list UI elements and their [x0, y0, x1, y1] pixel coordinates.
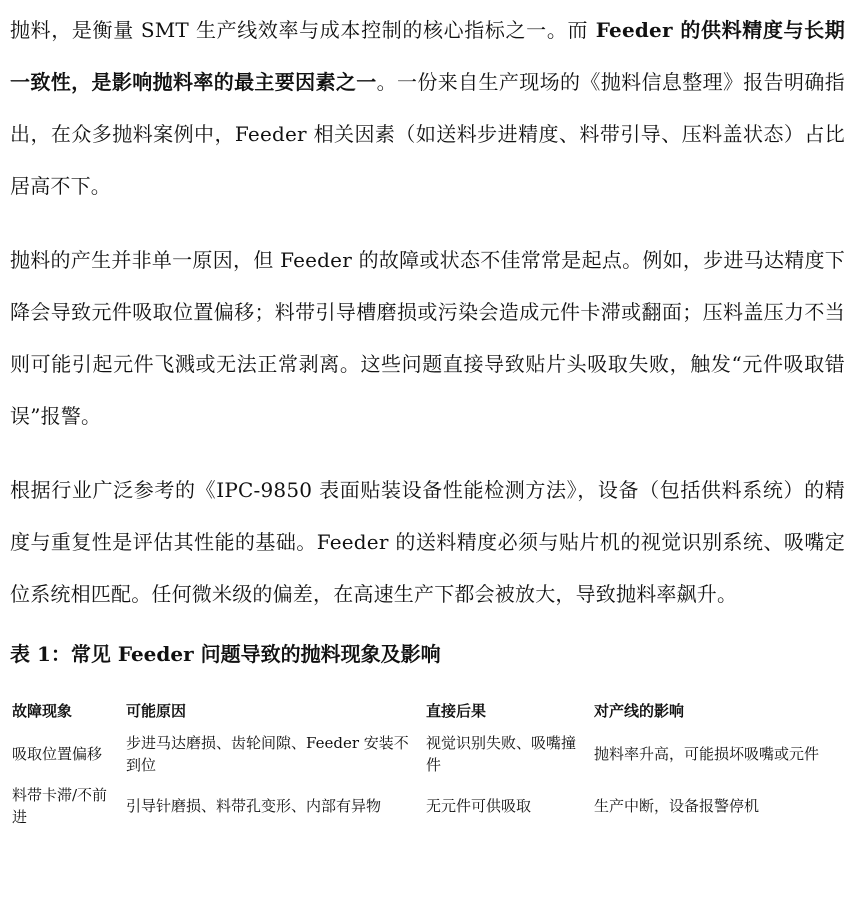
intro-paragraph [10, 4, 845, 212]
table-row [10, 728, 845, 780]
header-symptom: 故障现象 [12, 702, 73, 720]
table-row [10, 780, 845, 832]
table-cell: 无元件可供吸取 [426, 797, 532, 815]
header-cause: 可能原因 [126, 702, 187, 720]
standard-paragraph: 根据行业广泛参考的《IPC-9850 表面贴装设备性能检测方法》，设备（包括供料系统）的精度与重复性是评估其性能的基础。Feeder 的送料精度必须与贴片机的视觉识别系统、吸嘴定位系统相匹配。任何微米级的偏差，在高速生产下都会被放大，导致抛料率飙升。 [10, 478, 845, 606]
header-impact: 对产线的影响 [594, 702, 685, 720]
causes-paragraph: 抛料的产生并非单一原因，但 Feeder 的故障或状态不佳常常是起点。例如，步进马达精度下降会导致元件吸取位置偏移；料带引导槽磨损或污染会造成元件卡滞或翻面；压料盖压力不当则可能引起元件飞溅或无法正常剥离。这些问题直接导致贴片头吸取失败，触发“元件吸取错误”报警。 [10, 248, 845, 428]
table-title: 表 1：常见 Feeder 问题导致的抛料现象及影响 [10, 642, 441, 666]
table-cell: 料带卡滞/不前进 [12, 786, 108, 826]
intro-emphasis: Feeder 的供料精度与长期一致性，是影响抛料率的最主要因素之一 [10, 18, 845, 94]
feeder-issues-table [10, 698, 845, 832]
intro-text-start: 抛料，是衡量 SMT 生产线效率与成本控制的核心指标之一。而 [10, 18, 589, 42]
intro-text-end: 。一份来自生产现场的《抛料信息整理》报告明确指出，在众多抛料案例中，Feeder 相关因素（如送料步进精度、料带引导、压料盖状态）占比居高不下。 [10, 70, 845, 198]
table-cell: 抛料率升高，可能损坏吸嘴或元件 [594, 745, 820, 763]
table-cell: 吸取位置偏移 [12, 745, 103, 763]
table-cell: 生产中断，设备报警停机 [594, 797, 760, 815]
table-cell: 引导针磨损、料带孔变形、内部有异物 [126, 797, 382, 815]
header-consequence: 直接后果 [426, 702, 487, 720]
table-cell: 视觉识别失败、吸嘴撞件 [426, 734, 577, 774]
table-header-row [10, 698, 845, 728]
table-cell: 步进马达磨损、齿轮间隙、Feeder 安装不到位 [126, 734, 409, 774]
